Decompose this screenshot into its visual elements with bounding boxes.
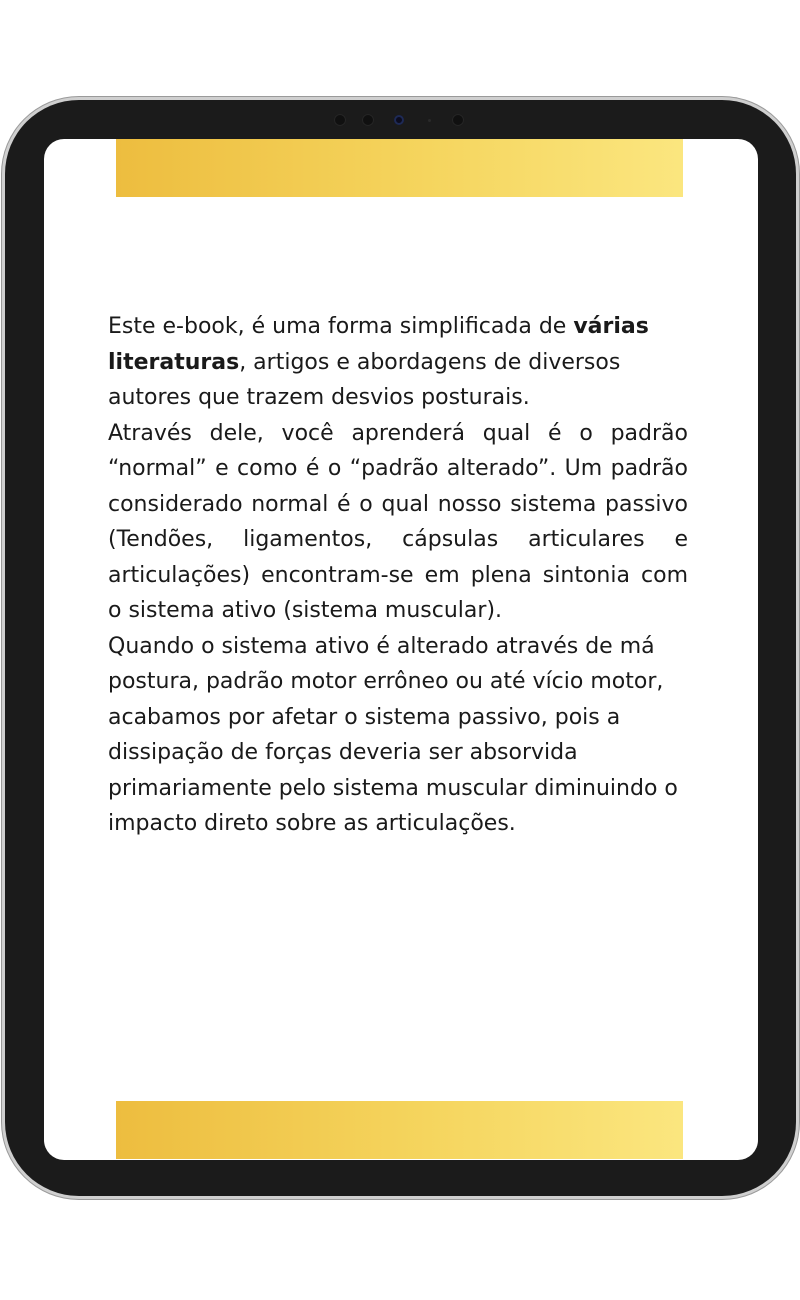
sensor-icon (452, 114, 464, 126)
sensor-icon (334, 114, 346, 126)
standard-pattern-paragraph: Através dele, você aprenderá qual é o padrão “normal” e como é o “padrão alterado”. Um padrão considerado normal é o qual nosso sistema passivo (Tendões, ligamentos, cápsulas articulares e articulações) encontram-se em plena sintonia com o sistema ativo (sistema muscular). (108, 420, 688, 623)
indicator-icon (428, 119, 431, 122)
header-accent-bar (116, 139, 683, 197)
camera-bar (330, 110, 470, 130)
page-body (108, 309, 688, 842)
intro-paragraph (108, 309, 688, 416)
sensor-icon (362, 114, 374, 126)
intro-bold-text: várias literaturas (108, 314, 649, 375)
active-system-paragraph: Quando o sistema ativo é alterado através de má postura, padrão motor errôneo ou até vício motor, acabamos por afetar o sistema passivo, pois a dissipação de forças deveria ser absorvida primariamente pelo sistema muscular diminuindo o impacto direto sobre as articulações. (108, 633, 678, 836)
camera-icon (394, 115, 404, 125)
footer-accent-bar (116, 1101, 683, 1159)
intro-text-end: , artigos e abordagens de diversos autores que trazem desvios posturais. (108, 349, 621, 410)
ebook-page (44, 139, 758, 1160)
intro-text-start: Este e-book, é uma forma simplificada de (108, 314, 574, 339)
